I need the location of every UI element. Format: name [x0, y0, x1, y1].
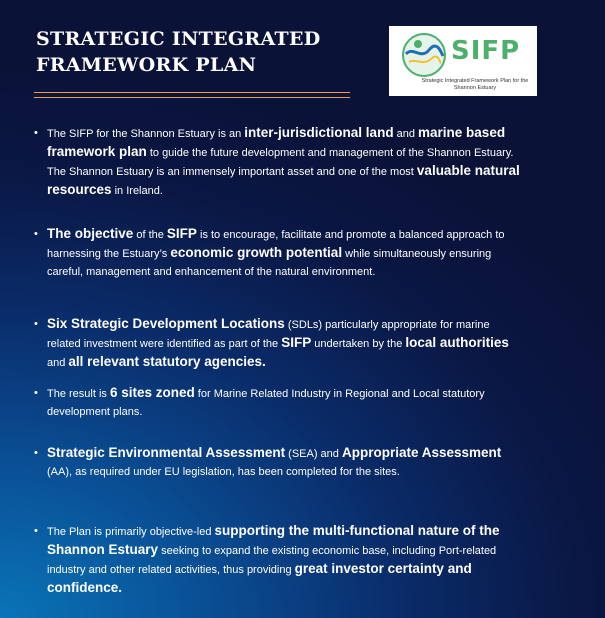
title-divider [34, 92, 350, 98]
sifp-logo [389, 26, 537, 96]
bullet-item: • The SIFP for the Shannon Estuary is an inter-jurisdictional land and marine based framework plan to guide the future development and management of the Shannon Estuary. The Shannon Estuary is an immensely important asset and one of the most valuable natural resources in Ireland. [34, 124, 524, 200]
logo-wordmark: SIFP [451, 36, 521, 66]
estuary-globe-icon [401, 32, 447, 78]
bullet-item: • The result is 6 sites zoned for Marine Related Industry in Regional and Local statutory development plans. [34, 384, 524, 421]
page-title: STRATEGIC INTEGRATED FRAMEWORK PLAN [36, 28, 321, 76]
bullet-item: • Six Strategic Development Locations (SDLs) particularly appropriate for marine related investment were identified as part of the SIFP undertaken by the local authorities and all relevant statutory agencies. [34, 315, 524, 372]
bullet-item: • The objective of the SIFP is to encourage, facilitate and promote a balanced approach to harnessing the Estuary’s economic growth potential while simultaneously ensuring careful, management and enhancement of the natural environment. [34, 225, 524, 281]
logo-subtitle: Strategic Integrated Framework Plan for the Shannon Estuary [421, 78, 529, 91]
bullet-item: • Strategic Environmental Assessment (SEA) and Appropriate Assessment (AA), as required under EU legislation, has been completed for the sites. [34, 444, 524, 481]
bullet-item: • The Plan is primarily objective-led supporting the multi-functional nature of the Shannon Estuary seeking to expand the existing economic base, including Port-related industry and other related activities, thus providing great investor certainty and confidence. [34, 522, 524, 598]
